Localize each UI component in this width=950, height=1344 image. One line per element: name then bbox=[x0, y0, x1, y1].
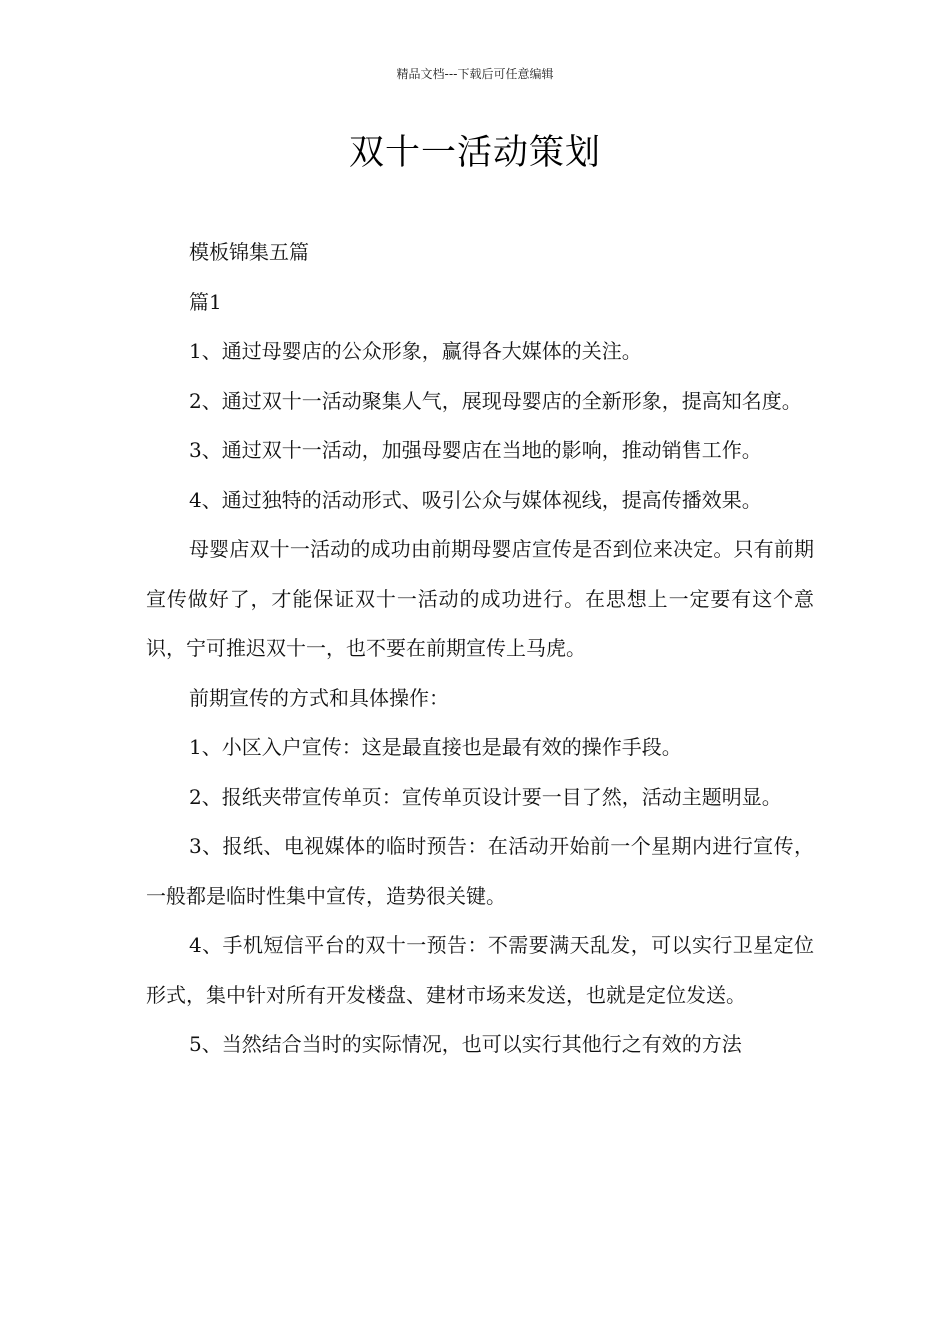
paragraph-promotion-importance: 母婴店双十一活动的成功由前期母婴店宣传是否到位来决定。只有前期宣传做好了，才能保证双十一活动的成功进行。在思想上一定要有这个意识，宁可推迟双十一，也不要在前期宣传上马虎。 bbox=[146, 537, 814, 660]
paragraph-section-label: 篇1 bbox=[189, 289, 222, 314]
paragraph-method-3: 3、报纸、电视媒体的临时预告：在活动开始前一个星期内进行宣传，一般都是临时性集中宣传，造势很关键。 bbox=[146, 834, 814, 908]
paragraph-method-2: 2、报纸夹带宣传单页：宣传单页设计要一目了然，活动主题明显。 bbox=[189, 784, 782, 809]
paragraph-intro: 模板锦集五篇 bbox=[189, 240, 309, 264]
paragraph-goal-3: 3、通过双十一活动，加强母婴店在当地的影响，推动销售工作。 bbox=[189, 438, 762, 462]
paragraph-method-5: 5、当然结合当时的实际情况，也可以实行其他行之有效的方法 bbox=[189, 1032, 742, 1056]
document-body bbox=[146, 228, 814, 1070]
header-note: 精品文档---下载后可任意编辑 bbox=[396, 67, 554, 81]
paragraph-method-4: 4、手机短信平台的双十一预告：不需要满天乱发，可以实行卫星定位形式，集中针对所有开发楼盘、建材市场来发送，也就是定位发送。 bbox=[146, 933, 814, 1007]
paragraph-goal-1: 1、通过母婴店的公众形象，赢得各大媒体的关注。 bbox=[189, 339, 642, 363]
document-title: 双十一活动策划 bbox=[348, 133, 601, 173]
paragraph-goal-2: 2、通过双十一活动聚集人气，展现母婴店的全新形象，提高知名度。 bbox=[189, 388, 802, 413]
paragraph-goal-4: 4、通过独特的活动形式、吸引公众与媒体视线，提高传播效果。 bbox=[189, 487, 762, 512]
paragraph-promotion-methods-heading: 前期宣传的方式和具体操作： bbox=[189, 685, 449, 710]
paragraph-method-1: 1、小区入户宣传：这是最直接也是最有效的操作手段。 bbox=[189, 735, 682, 759]
